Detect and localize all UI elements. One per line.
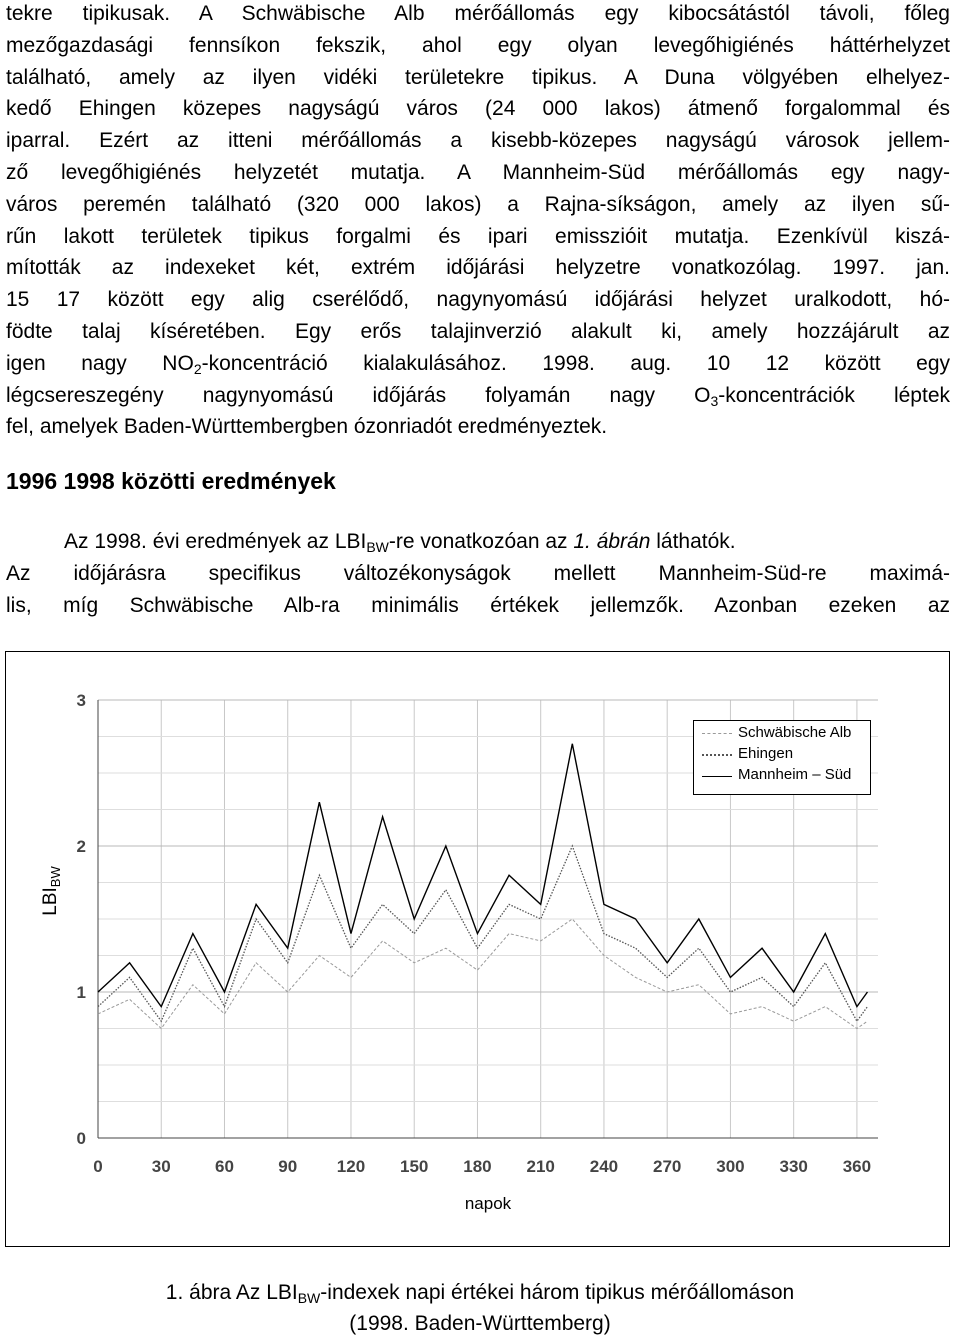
text-line: fel, amelyek Baden-Württembergben ózonriadót eredményeztek. [6,415,608,439]
legend-label: Mannheim – Süd [738,766,852,783]
text-line: ző levegőhigiénés helyzetét mutatja. A Mannheim-Süd mérőállomás egy nagy- [6,160,950,184]
y-axis-label: $LBI_{BW}$ [40,866,63,916]
text-line: kedő Ehingen közepes nagyságú város (24 000 lakos) átmenő forgalommal és [6,97,950,121]
figure-caption: 1. ábra Az $LBI_{BW}$-indexek napi értékei három tipikus mérőállomáson (1998. Baden-Württemberg) [165,1281,795,1335]
text-line-no2: igen nagy $NO_2$-koncentráció kialakulásához. 1998. aug. 10 12 között egy [6,351,950,377]
body-paragraph-1 [6,0,950,443]
y-tick-label: 2 [76,837,86,856]
body-paragraph-2 [6,526,950,621]
x-tick-label: 30 [151,1157,171,1176]
text-line-o3: légcsereszegény nagynyomású időjárás folyamán nagy $O_3$-koncentrációk léptek [6,383,950,409]
x-tick-label: 180 [463,1157,492,1176]
legend-swatch [702,776,732,777]
y-tick-label: 0 [76,1129,86,1148]
text-line: mították az indexeket két, extrém időjárási helyzetre vonatkozólag. 1997. jan. [6,256,950,280]
x-tick-label: 270 [653,1157,682,1176]
x-tick-label: 120 [336,1157,366,1176]
x-tick-label: 0 [93,1157,103,1176]
text-line: mezőgazdasági fennsíkon fekszik, ahol egy olyan levegőhigiénés háttérhelyzet [6,33,950,57]
text-line: rűn lakott területek tipikus forgalmi és ipari emisszióit mutatja. Ezenkívül kiszá- [6,224,950,248]
legend-swatch [702,733,732,734]
text-line: födte talaj kíséretében. Egy erős talajinverzió alakult ki, amely hozzájárult az [6,319,950,343]
text-line: város peremén található (320 000 lakos) a Rajna-síkságon, amely az ilyen sű- [6,192,950,216]
text-line: 15 17 között egy alig cserélődő, nagynyomású időjárási helyzet uralkodott, hó- [6,288,950,312]
legend-label: Schwäbische Alb [738,724,852,741]
section-heading: 1996 1998 közötti eredmények [6,468,336,494]
text-line: tekre tipikusak. A Schwäbische Alb mérőállomás egy kibocsátástól távoli, főleg [6,2,950,25]
legend-swatch [702,754,732,756]
y-tick-label: 3 [76,691,86,710]
y-tick-label: 1 [76,983,86,1002]
x-axis-label: napok [464,1194,512,1213]
x-tick-label: 90 [278,1157,298,1176]
x-tick-label: 150 [400,1157,429,1176]
legend-label: Ehingen [738,745,794,762]
x-tick-label: 210 [526,1157,555,1176]
text-line: lis, míg Schwäbische Alb-ra minimális értékek jellemzők. Azonban ezeken az [6,593,950,617]
text-line: található, amely az ilyen vidéki területekre tipikus. A Duna völgyében elhelyez- [6,65,950,89]
x-tick-label: 240 [589,1157,619,1176]
x-tick-label: 360 [842,1157,872,1176]
text-line: Az 1998. évi eredmények az $LBI_{BW}-re$ vonatkozóan az 1. ábrán láthatók. [64,530,736,555]
text-line: iparral. Ezért az itteni mérőállomás a kisebb-közepes nagyságú városok jellem- [6,129,950,153]
x-tick-label: 300 [716,1157,745,1176]
x-tick-label: 330 [779,1157,808,1176]
chart-legend [693,720,871,795]
x-tick-label: 60 [215,1157,234,1176]
text-line: Az időjárásra specifikus változékonyságok mellett Mannheim-Süd-re maximá- [6,561,950,585]
